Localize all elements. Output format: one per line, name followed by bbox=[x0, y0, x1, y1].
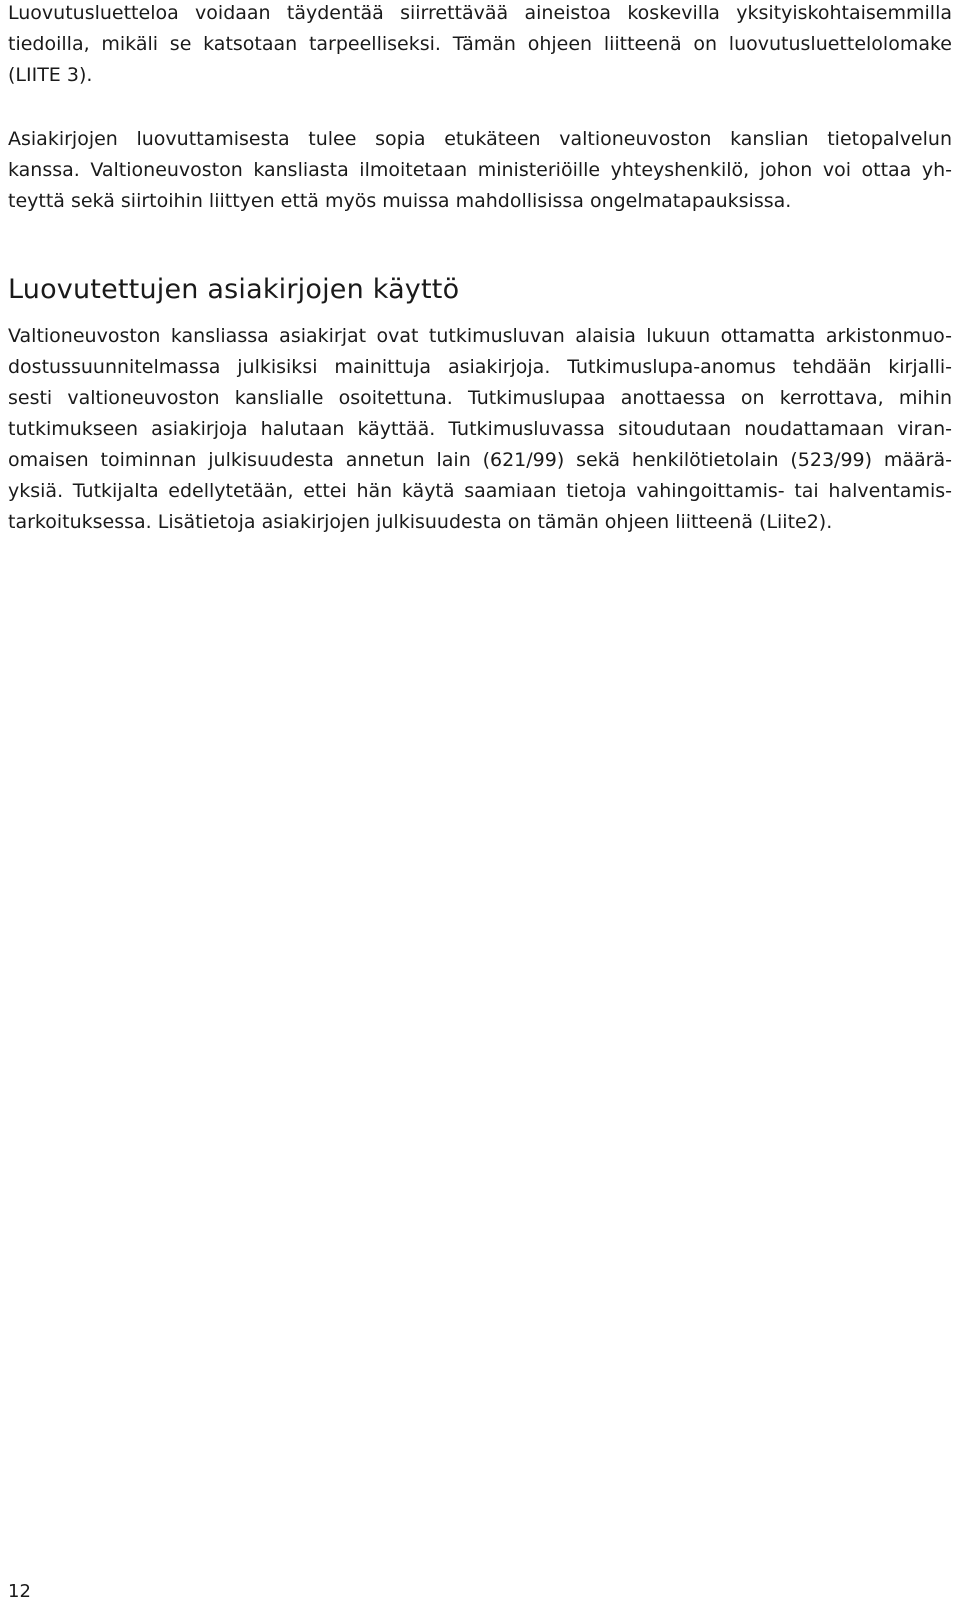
text-line: kanssa. Valtioneuvoston kansliasta ilmoitetaan ministeriöille yhteyshenkilö, johon voi ottaa yh- bbox=[8, 159, 952, 181]
text-line: (LIITE 3). bbox=[8, 64, 93, 86]
paragraph-transfer-agreement bbox=[8, 124, 952, 217]
text-line: tiedoilla, mikäli se katsotaan tarpeelliseksi. Tämän ohjeen liitteenä on luovutusluettelolomake bbox=[8, 33, 952, 55]
text-line: yksiä. Tutkijalta edellytetään, ettei hän käytä saamiaan tietoja vahingoittamis- tai halventamis- bbox=[8, 480, 952, 502]
text-line: teyttä sekä siirtoihin liittyen että myös muissa mahdollisissa ongelmatapauksissa. bbox=[8, 190, 792, 212]
text-line: sesti valtioneuvoston kanslialle osoitettuna. Tutkimuslupaa anottaessa on kerrottava, mihin bbox=[8, 387, 952, 409]
paragraph-document-use bbox=[8, 321, 952, 538]
text-line: dostussuunnitelmassa julkisiksi mainittuja asiakirjoja. Tutkimuslupa-anomus tehdään kirjalli- bbox=[8, 356, 952, 378]
text-line: tarkoituksessa. Lisätietoja asiakirjojen julkisuudesta on tämän ohjeen liitteenä (Liite2). bbox=[8, 511, 833, 533]
paragraph-transfer-list bbox=[8, 0, 952, 91]
text-line: Valtioneuvoston kansliassa asiakirjat ovat tutkimusluvan alaisia lukuun ottamatta arkistonmuo- bbox=[8, 325, 952, 347]
section-heading: Luovutettujen asiakirjojen käyttö bbox=[8, 274, 460, 305]
text-line: Asiakirjojen luovuttamisesta tulee sopia etukäteen valtioneuvoston kanslian tietopalvelun bbox=[8, 128, 952, 150]
text-line: tutkimukseen asiakirjoja halutaan käyttää. Tutkimusluvassa sitoudutaan noudattamaan viran- bbox=[8, 418, 952, 440]
page-number: 12 bbox=[8, 1581, 31, 1602]
text-line: Luovutusluetteloa voidaan täydentää siirrettävää aineistoa koskevilla yksityiskohtaisemmilla bbox=[8, 2, 952, 24]
text-line: omaisen toiminnan julkisuudesta annetun lain (621/99) sekä henkilötietolain (523/99) määrä- bbox=[8, 449, 952, 471]
